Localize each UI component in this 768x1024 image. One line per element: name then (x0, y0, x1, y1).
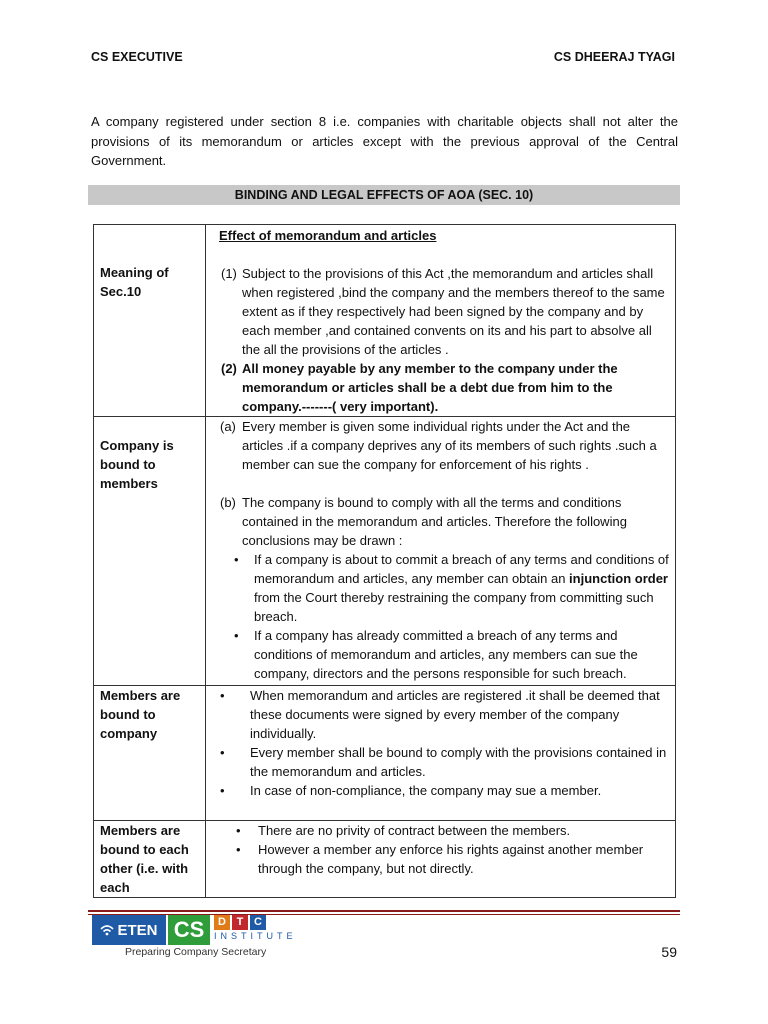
table-row (94, 686, 676, 821)
wifi-icon (100, 924, 114, 936)
item-letter: (b) (220, 495, 236, 510)
item-letter: (a) (220, 419, 236, 434)
row-label-cell (94, 225, 206, 417)
bullet-icon: • (220, 745, 225, 760)
dtc-letter: C (250, 915, 266, 930)
bullet-icon: • (236, 823, 241, 838)
dtc-logo (214, 915, 297, 945)
header-right: CS DHEERAJ TYAGI (553, 50, 675, 64)
item-text: All money payable by any member to the company under the memorandum or articles shall be a debt due from him to the company.-------( very important). (242, 361, 618, 414)
bullet-text: from the Court thereby restraining the company from committing such breach. (254, 590, 654, 624)
row-body-cell (206, 225, 676, 417)
row-label: Members are bound to each other (i.e. with each (100, 823, 189, 895)
dtc-letter: D (214, 915, 230, 930)
section-title: BINDING AND LEGAL EFFECTS OF AOA (SEC. 10) (88, 185, 680, 205)
item-number: (2) (221, 361, 237, 376)
bullet-icon: • (234, 552, 239, 567)
list-item (212, 493, 669, 550)
list-item (212, 417, 669, 474)
dtc-letter: T (232, 915, 248, 930)
bullet-item (212, 781, 669, 800)
eten-logo (92, 915, 166, 945)
row-body-cell (206, 686, 676, 821)
row-body-cell (206, 821, 676, 898)
list-item (212, 264, 669, 359)
item-number: (1) (221, 266, 237, 281)
bullet-item (212, 550, 669, 626)
item-text: Subject to the provisions of this Act ,the memorandum and articles shall when registered ,bind the company and the members thereof to the same extent as if they respectively had been signed by the company and by each member ,and contained convents on its and his part to absolve all the all the provisions of the articles . (242, 266, 665, 357)
row-label: Company is bound to members (100, 438, 174, 491)
cs-logo: CS (168, 915, 210, 945)
bullet-icon: • (236, 842, 241, 857)
header-left: CS EXECUTIVE (91, 50, 183, 64)
bullet-item (212, 743, 669, 781)
row-body-cell (206, 417, 676, 686)
bullet-icon: • (220, 783, 225, 798)
aoa-table (93, 224, 676, 898)
institute-text: INSTITUTE (214, 931, 297, 941)
bullet-item (212, 626, 669, 683)
table-title: Effect of memorandum and articles (219, 228, 437, 243)
row-label: Meaning of Sec.10 (100, 265, 169, 299)
eten-text: ETEN (117, 921, 158, 939)
intro-paragraph: A company registered under section 8 i.e. companies with charitable objects shall not alter the provisions of its memorandum or articles except with the previous approval of the Central Government. (91, 114, 678, 168)
bullet-bold-text: injunction order (569, 571, 668, 586)
row-label-cell (94, 821, 206, 898)
bullet-text: Every member shall be bound to comply with the provisions contained in the memorandum and articles. (250, 745, 667, 779)
page-number: 59 (661, 944, 677, 960)
eten-cs-dtc-logo (92, 915, 297, 945)
bullet-text: When memorandum and articles are registered .it shall be deemed that these documents were signed by every member of the company individually. (250, 688, 660, 741)
footer-rule (88, 910, 680, 912)
table-row (94, 417, 676, 686)
bullet-item (212, 821, 669, 840)
list-item (212, 359, 669, 416)
bullet-icon: • (234, 628, 239, 643)
row-label: Members are bound to company (100, 688, 181, 741)
bullet-item (212, 840, 669, 878)
row-label-cell (94, 686, 206, 821)
row-label-cell (94, 417, 206, 686)
bullet-item (212, 686, 669, 743)
bullet-text: If a company has already committed a breach of any terms and conditions of memorandum and articles, any members can sue the company, directors and the persons responsible for such breach. (254, 628, 638, 681)
bullet-text: If a company is about to commit a breach of any terms and conditions of memorandum and articles, any member can obtain an (254, 552, 669, 586)
bullet-icon: • (220, 688, 225, 703)
table-row (94, 225, 676, 417)
bullet-text: In case of non-compliance, the company may sue a member. (250, 783, 602, 798)
bullet-text: There are no privity of contract between the members. (258, 823, 571, 838)
item-text: The company is bound to comply with all the terms and conditions contained in the memorandum and articles. Therefore the following conclusions may be drawn : (242, 495, 627, 548)
item-text: Every member is given some individual rights under the Act and the articles .if a company deprives any of its members of such rights .such a member can sue the company for enforcement of his rights . (242, 419, 657, 472)
bullet-text: However a member any enforce his rights against another member through the company, but not directly. (258, 842, 644, 876)
tagline: Preparing Company Secretary (125, 946, 267, 958)
table-row (94, 821, 676, 898)
